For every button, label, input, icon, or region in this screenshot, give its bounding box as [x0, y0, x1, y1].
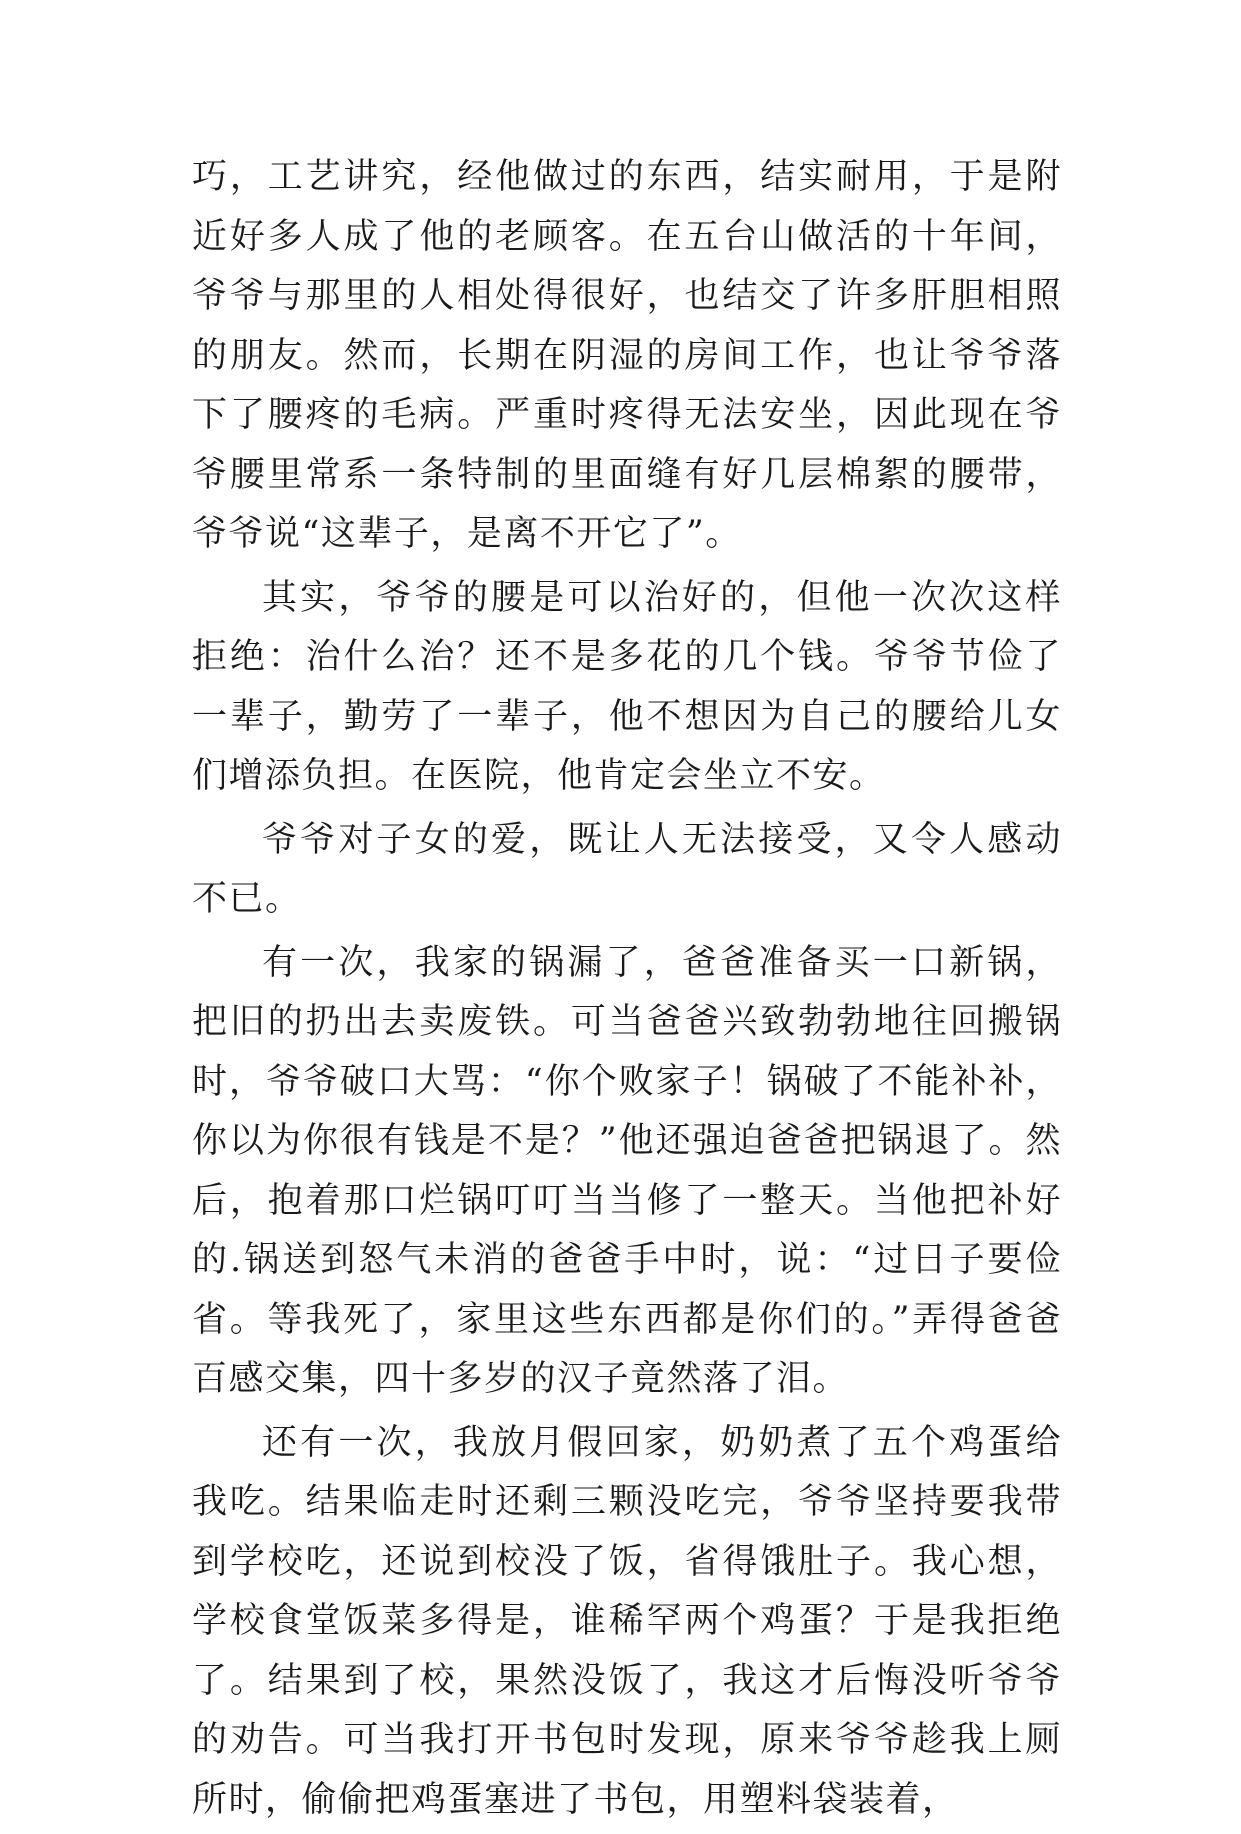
paragraph-4: 有一次，我家的锅漏了，爸爸准备买一口新锅，把旧的扔出去卖废铁。可当爸爸兴致勃勃地往回搬锅时，爷爷破口大骂：“你个败家子！锅破了不能补补，你以为你很有钱是不是？”他还强迫爸爸把锅退了。然后，抱着那口烂锅叮叮当当修了一整天。当他把补好的.锅送到怒气未消的爸爸手中时，说：“过日子要俭省。等我死了，家里这些东西都是你们的。”弄得爸爸百感交集，四十多岁的汉子竟然落了泪。	[192, 942, 1062, 1399]
paragraph-2: 其实，爷爷的腰是可以治好的，但他一次次这样拒绝：治什么治？还不是多花的几个钱。爷爷节俭了一辈子，勤劳了一辈子，他不想因为自己的腰给儿女们增添负担。在医院，他肯定会坐立不安。	[192, 577, 1062, 796]
paragraph-5: 还有一次，我放月假回家，奶奶煮了五个鸡蛋给我吃。结果临走时还剩三颗没吃完，爷爷坚持要我带到学校吃，还说到校没了饭，省得饿肚子。我心想，学校食堂饭菜多得是，谁稀罕两个鸡蛋？于是我拒绝了。结果到了校，果然没饭了，我这才后悔没听爷爷的劝告。可当我打开书包时发现，原来爷爷趁我上厕所时，偷偷把鸡蛋塞进了书包，用塑料袋装着，	[192, 1422, 1062, 1820]
paragraph-1: 巧，工艺讲究，经他做过的东西，结实耐用，于是附近好多人成了他的老顾客。在五台山做活的十年间，爷爷与那里的人相处得很好，也结交了许多肝胆相照的朋友。然而，长期在阴湿的房间工作，也让爷爷落下了腰疼的毛病。严重时疼得无法安坐，因此现在爷爷腰里常系一条特制的里面缝有好几层棉絮的腰带，爷爷说“这辈子，是离不开它了”。	[192, 157, 1062, 554]
document-page	[192, 148, 1062, 1834]
paragraph-3: 爷爷对子女的爱，既让人无法接受，又令人感动不已。	[192, 819, 1062, 919]
